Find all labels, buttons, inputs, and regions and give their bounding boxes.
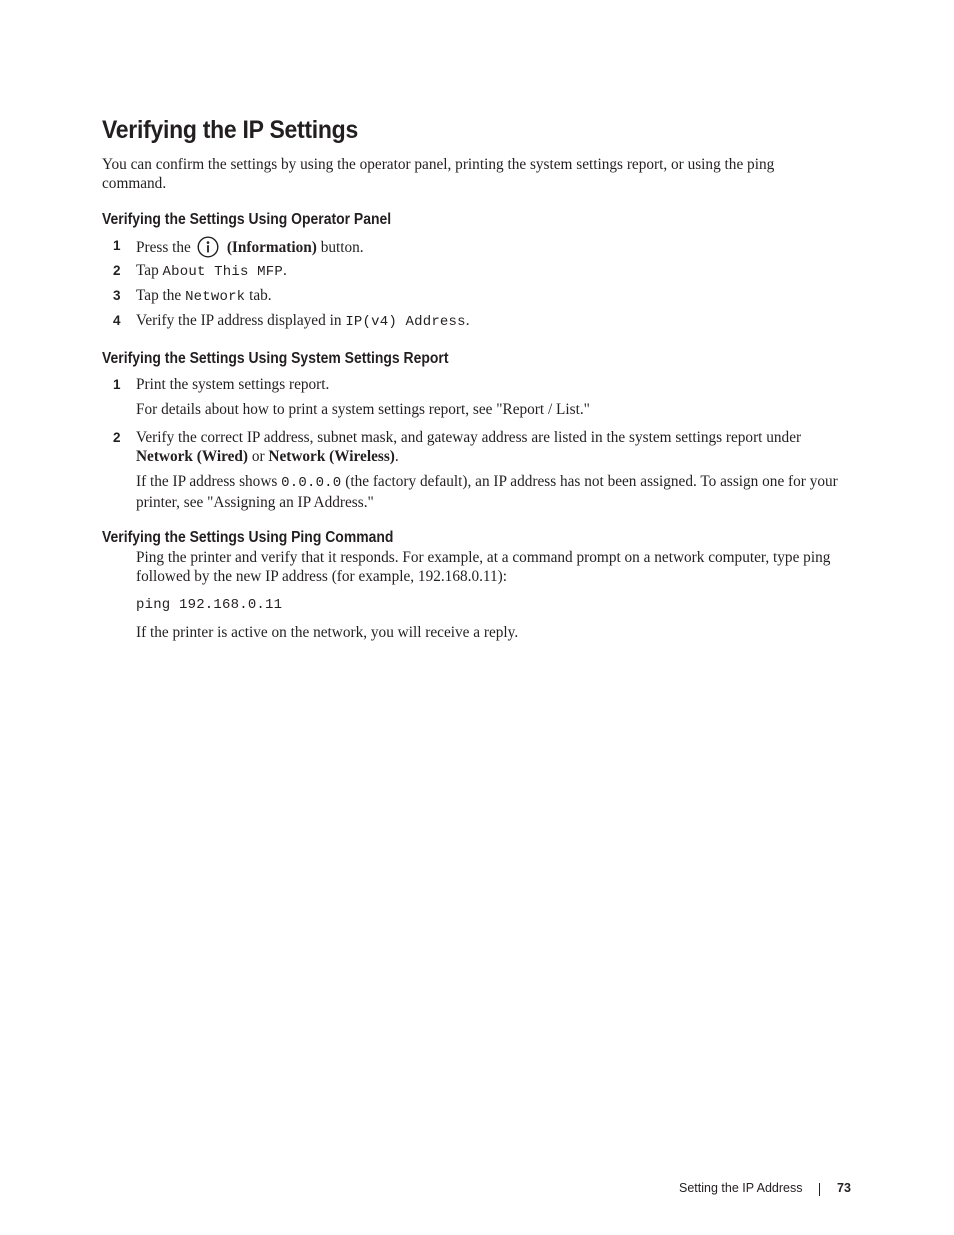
footer-chapter: Setting the IP Address	[679, 1181, 803, 1195]
step-text-pre: Verify the correct IP address, subnet mask, and gateway address are listed in the system settings report under	[136, 429, 802, 446]
about-this-mfp-code: About This MFP	[162, 264, 283, 280]
footer-divider	[819, 1183, 820, 1196]
step-text	[136, 261, 287, 282]
intro-paragraph: You can confirm the settings by using the operator panel, printing the system settings report, or using the ping command.	[102, 156, 775, 192]
ping-command-code: ping 192.168.0.11	[136, 597, 283, 613]
default-ip-code: 0.0.0.0	[281, 475, 342, 491]
step-number: 4	[113, 313, 121, 328]
network-wired-label: Network (Wired)	[136, 448, 249, 465]
detail-post: (the factory default), an IP address has not been assigned. To assign one for your printer, see "Assigning an IP Address."	[136, 473, 838, 511]
section-heading-operator-panel: Verifying the Settings Using Operator Panel	[102, 211, 392, 228]
step-text-post: .	[465, 312, 470, 329]
step-text: Print the system settings report.	[136, 376, 330, 393]
section-heading-ping-command: Verifying the Settings Using Ping Command	[102, 529, 394, 546]
ping-instructions: Ping the printer and verify that it responds. For example, at a command prompt on a network computer, type ping followed by the new IP address (for example, 192.168.0.11):	[136, 549, 831, 585]
step-text-pre: Tap the	[136, 287, 182, 304]
network-tab-code: Network	[185, 289, 246, 305]
step-number: 3	[113, 288, 121, 303]
ping-result: If the printer is active on the network, you will receive a reply.	[136, 624, 519, 641]
page-title: Verifying the IP Settings	[102, 116, 358, 144]
information-icon	[197, 236, 219, 258]
detail-pre: If the IP address shows	[136, 473, 278, 490]
step-text	[136, 286, 272, 307]
step-detail: For details about how to print a system settings report, see "Report / List."	[136, 401, 590, 418]
step-number: 2	[113, 430, 121, 445]
step-number: 2	[113, 263, 121, 278]
step-text-pre: Press the	[136, 239, 191, 256]
step-number: 1	[113, 377, 121, 392]
step-text-post: tab.	[249, 287, 272, 304]
page-number: 73	[837, 1181, 851, 1195]
step-text-post: .	[394, 448, 399, 465]
information-label: (Information)	[226, 239, 317, 256]
step-text-pre: Verify the IP address displayed in	[136, 312, 342, 329]
step-text	[136, 428, 836, 466]
step-detail	[136, 472, 852, 512]
step-text-post: .	[282, 262, 287, 279]
step-text-post: button.	[320, 239, 364, 256]
step-text-mid: or	[251, 448, 265, 465]
step-text	[136, 311, 470, 332]
step-text	[136, 236, 364, 258]
section-heading-system-settings-report: Verifying the Settings Using System Settings Report	[102, 350, 449, 367]
network-wireless-label: Network (Wireless)	[268, 448, 395, 465]
step-number: 1	[113, 238, 121, 253]
step-text-pre: Tap	[136, 262, 159, 279]
ipv4-address-code: IP(v4) Address	[345, 314, 466, 330]
